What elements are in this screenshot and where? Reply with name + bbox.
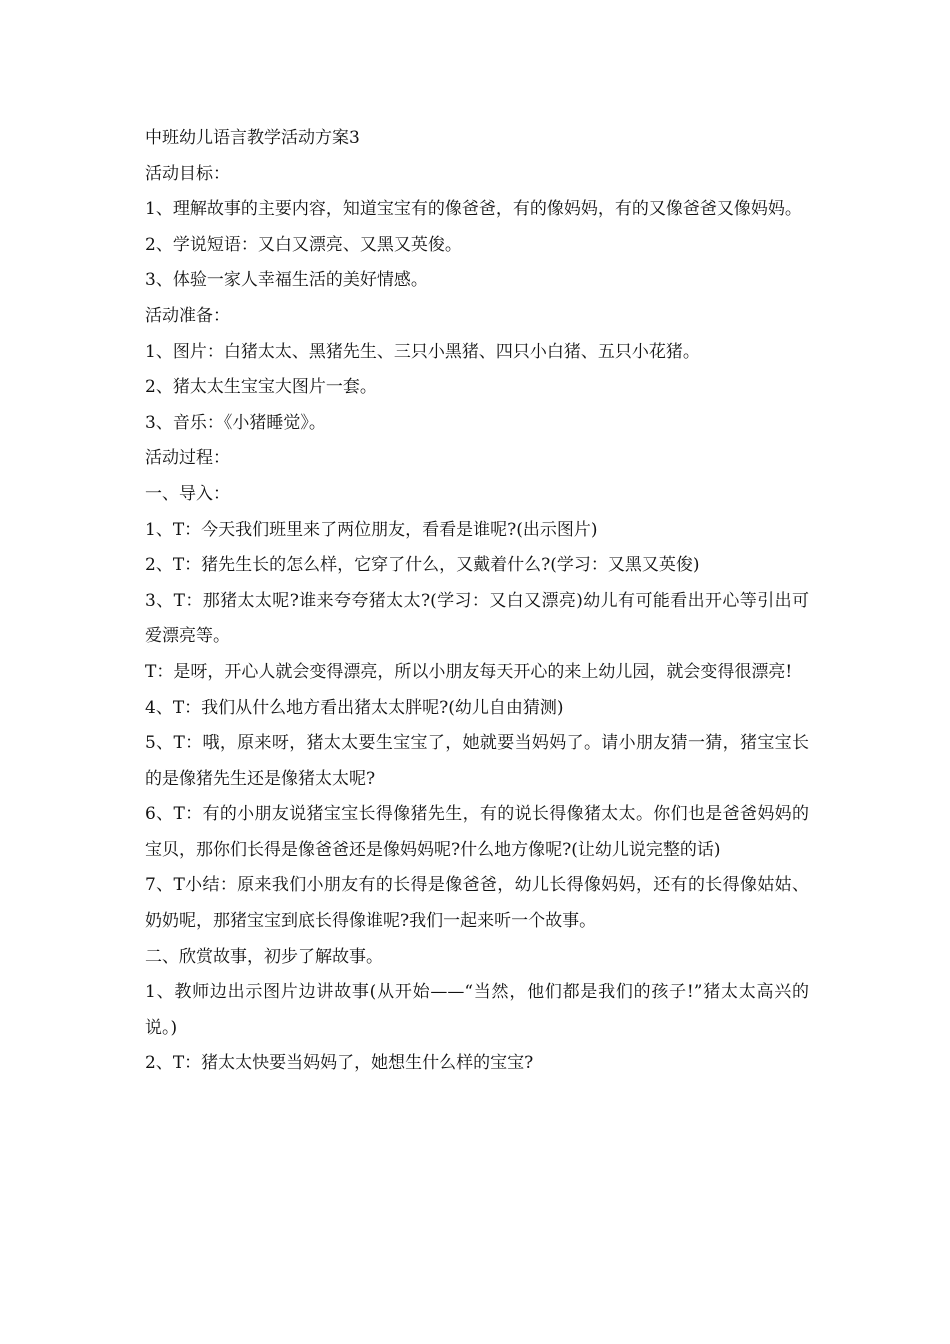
subsection-heading: 一、导入： (145, 483, 230, 504)
paragraph: 2、学说短语：又白又漂亮、又黑又英俊。 (145, 234, 462, 255)
section-heading-preparation: 活动准备： (145, 305, 230, 326)
paragraph: 3、体验一家人幸福生活的美好情感。 (145, 270, 428, 291)
paragraph: 2、T：猪先生长的怎么样，它穿了什么，又戴着什么?(学习：又黑又英俊) (145, 555, 700, 576)
paragraph: 1、T：今天我们班里来了两位朋友，看看是谁呢?(出示图片) (145, 519, 598, 540)
paragraph: 3、T：那猪太太呢?谁来夸夸猪太太?(学习：又白又漂亮)幼儿有可能看出开心等引出可爱漂亮等。 (145, 590, 809, 647)
paragraph: 1、图片：白猪太太、黑猪先生、三只小黑猪、四只小白猪、五只小花猪。 (145, 341, 700, 362)
paragraph: 3、音乐：《小猪睡觉》。 (145, 412, 326, 433)
section-heading-goals: 活动目标： (145, 163, 230, 184)
paragraph: 1、理解故事的主要内容，知道宝宝有的像爸爸，有的像妈妈，有的又像爸爸又像妈妈。 (145, 199, 802, 220)
paragraph: 5、T：哦，原来呀，猪太太要生宝宝了，她就要当妈妈了。请小朋友猜一猜，猪宝宝长的是像猪先生还是像猪太太呢? (145, 733, 809, 789)
section-heading-process: 活动过程： (145, 448, 230, 469)
paragraph: 2、T：猪太太快要当妈妈了，她想生什么样的宝宝? (145, 1053, 534, 1074)
paragraph: 2、猪太太生宝宝大图片一套。 (145, 377, 377, 398)
paragraph: 6、T：有的小朋友说猪宝宝长得像猪先生，有的说长得像猪太太。你们也是爸爸妈妈的宝贝，那你们长得是像爸爸还是像妈妈呢?什么地方像呢?(让幼儿说完整的话) (145, 804, 809, 860)
paragraph: 4、T：我们从什么地方看出猪太太胖呢?(幼儿自由猜测) (145, 697, 564, 718)
paragraph: 1、教师边出示图片边讲故事(从开始——“当然，他们都是我们的孩子!”猪太太高兴的说。) (145, 982, 809, 1038)
document-body (145, 121, 809, 1082)
paragraph: T：是呀，开心人就会变得漂亮，所以小朋友每天开心的来上幼儿园，就会变得很漂亮! (145, 661, 793, 682)
document-title: 中班幼儿语言教学活动方案3 (145, 128, 360, 148)
subsection-heading: 二、欣赏故事，初步了解故事。 (145, 946, 383, 967)
paragraph: 7、T小结：原来我们小朋友有的长得是像爸爸，幼儿长得像妈妈，还有的长得像姑姑、奶奶呢，那猪宝宝到底长得像谁呢?我们一起来听一个故事。 (145, 875, 809, 932)
